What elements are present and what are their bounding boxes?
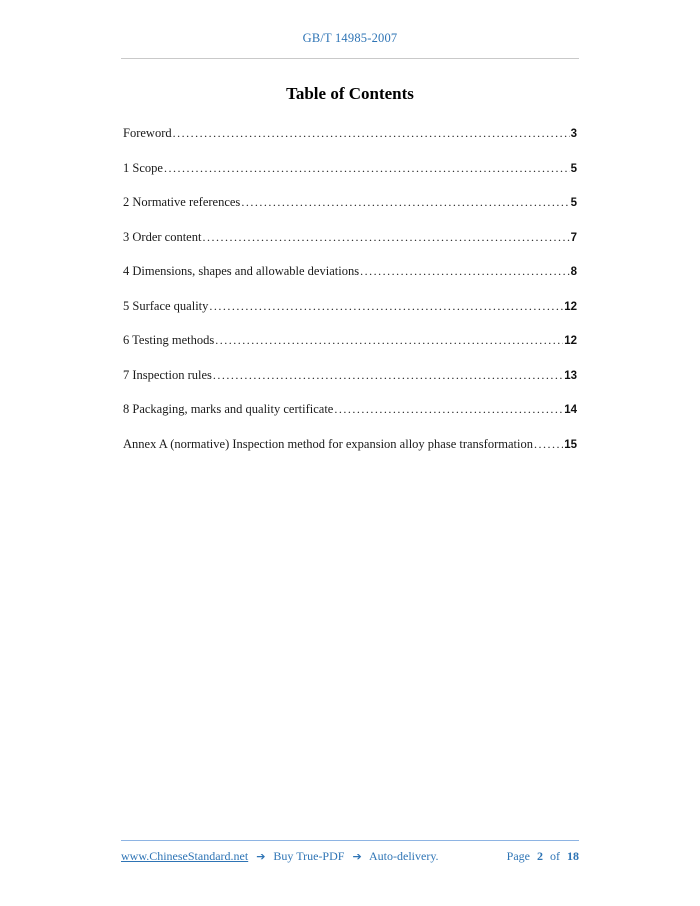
page-label: Page bbox=[506, 849, 530, 863]
toc-entry bbox=[123, 403, 577, 417]
footer bbox=[121, 840, 579, 864]
toc-dot-leader bbox=[213, 369, 563, 382]
toc-dot-leader bbox=[209, 300, 563, 313]
toc-entry-title: Foreword bbox=[123, 126, 172, 140]
footer-buy-label: Buy True-PDF bbox=[273, 849, 345, 863]
toc-dot-leader bbox=[173, 127, 570, 140]
toc-entry-title: 6 Testing methods bbox=[123, 333, 215, 347]
page-indicator bbox=[503, 849, 579, 864]
footer-promo bbox=[121, 849, 444, 864]
toc-page-number: 5 bbox=[570, 197, 577, 209]
toc-entry bbox=[123, 196, 577, 210]
toc-entry-title: 2 Normative references bbox=[123, 195, 241, 209]
toc-entry-title: Annex A (normative) Inspection method for expansion alloy phase transformation bbox=[123, 436, 533, 451]
toc-page-number: 7 bbox=[570, 231, 577, 244]
toc-entry-title: 1 Scope bbox=[123, 160, 163, 175]
toc-entry bbox=[123, 438, 577, 452]
toc-dot-leader bbox=[164, 162, 570, 175]
toc-entry bbox=[123, 369, 577, 383]
toc-entry bbox=[123, 265, 577, 279]
footer-delivery-label: Auto-delivery. bbox=[369, 849, 439, 863]
toc-dot-leader bbox=[334, 403, 563, 416]
arrow-right-icon: ➔ bbox=[256, 850, 266, 863]
toc-entry bbox=[123, 300, 577, 314]
header-divider bbox=[121, 58, 579, 59]
toc-page-number: 12 bbox=[564, 300, 577, 313]
toc-page-number: 14 bbox=[564, 404, 577, 416]
toc-entry bbox=[123, 231, 577, 245]
page-current: 2 bbox=[537, 849, 543, 863]
toc-entry bbox=[123, 127, 577, 141]
toc-page-number: 3 bbox=[570, 128, 577, 140]
of-label: of bbox=[550, 849, 560, 863]
arrow-right-icon: ➔ bbox=[352, 850, 362, 863]
toc-list bbox=[123, 127, 577, 452]
toc-page-number: 13 bbox=[564, 369, 577, 382]
toc-page-number: 5 bbox=[570, 162, 577, 175]
page-title: Table of Contents bbox=[286, 84, 414, 103]
toc-dot-leader bbox=[202, 231, 569, 244]
toc-entry-title: 4 Dimensions, shapes and allowable deviations bbox=[123, 264, 360, 278]
header-standard-code: GB/T 14985-2007 bbox=[302, 31, 398, 45]
toc-entry-title: 7 Inspection rules bbox=[123, 367, 212, 382]
toc-page-number: 15 bbox=[564, 438, 577, 451]
toc-page-number: 8 bbox=[570, 266, 577, 278]
page-total: 18 bbox=[567, 849, 579, 863]
toc-entry-title: 5 Surface quality bbox=[123, 298, 209, 313]
toc-entry bbox=[123, 162, 577, 176]
toc-dot-leader bbox=[360, 265, 570, 278]
toc-entry bbox=[123, 334, 577, 348]
toc-page-number: 12 bbox=[564, 335, 577, 347]
toc-entry-title: 8 Packaging, marks and quality certificate bbox=[123, 402, 334, 416]
toc-dot-leader bbox=[534, 438, 563, 451]
toc-dot-leader bbox=[215, 334, 563, 347]
footer-divider bbox=[121, 840, 579, 841]
toc-entry-title: 3 Order content bbox=[123, 229, 202, 244]
footer-site-link[interactable]: www.ChineseStandard.net bbox=[121, 849, 249, 863]
toc-dot-leader bbox=[241, 196, 569, 209]
